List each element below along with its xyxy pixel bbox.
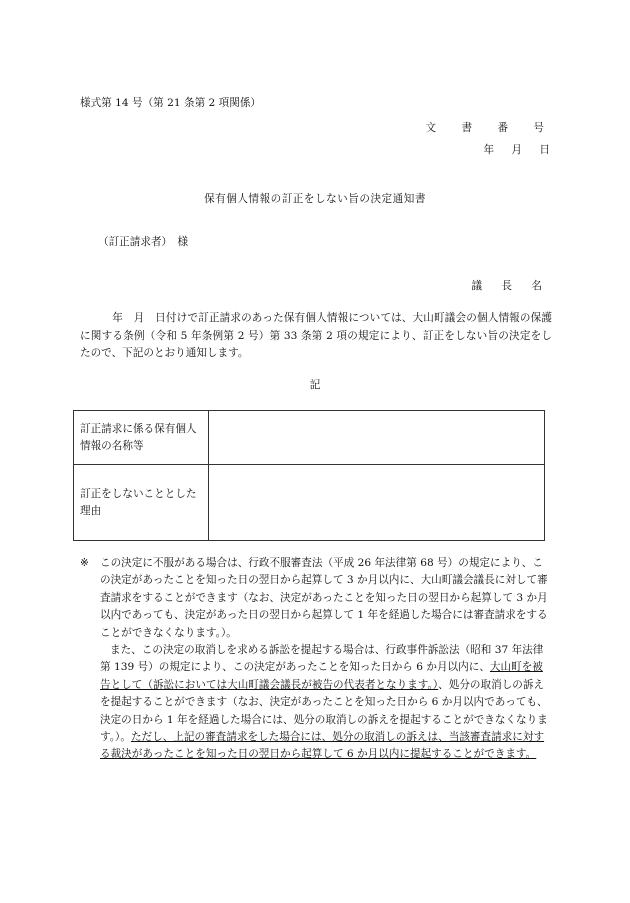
table-label-name: 訂正請求に係る保有個人情報の名称等 bbox=[74, 411, 209, 465]
note-lawsuit-text-d: ただし、上記の審査請求をした場合には、処分の取消しの訴えは、当該審査請求に対する裁決があったことを知った日の翌日から起算して 6 か月以内に提起することができます。 bbox=[100, 731, 545, 761]
document-number-label: 文 書 番 号 bbox=[425, 122, 550, 134]
note-lawsuit-text-a: また、この決定の取消しを求める訴訟を提起する場合は、行政事件訴訟法（昭和 37 年法律第 139 号）の規定により、この決定があったことを知った日から 6 か月以内に、 bbox=[100, 644, 544, 674]
note-appeal bbox=[80, 555, 552, 642]
sender-name: 議 長 名 bbox=[471, 280, 550, 292]
form-number: 様式第 14 号（第 21 条第 2 項関係） bbox=[80, 97, 262, 109]
note-appeal-text: この決定に不服がある場合は、行政不服審査法（平成 26 年法律第 68 号）の規定により、この決定があったことを知った日の翌日から起算して 3 か月以内に、大山町議会議長に対して審査請求をすることができます（なお、決定があったことを知った日の翌日から起算して 3 か月以内であっても、決定があった日の翌日から起算して 1 年を経過した場合には審査請求をすることができなくなります。）。 bbox=[100, 557, 548, 639]
addressee: （訂正請求者） 様 bbox=[98, 236, 189, 248]
body-paragraph: 年 月 日付けで訂正請求のあった保有個人情報については、大山町議会の個人情報の保護に関する条例（令和 5 年条例第 2 号）第 33 条第 2 項の規定により、訂正をしない旨の決定をしたので、下記のとおり通知します。 bbox=[80, 312, 552, 359]
date-label: 年 月 日 bbox=[483, 144, 550, 156]
table-label-reason: 訂正をしないこととした理由 bbox=[74, 465, 209, 541]
notes-section bbox=[80, 555, 552, 764]
note-lawsuit-text-c: 、処分の取消しの訴えを提起することができます（なお、決定があったことを知った日から 6 か月以内であっても、決定の日から 1 年を経過した場合には、処分の取消しの訴えを提起することができなくなります。）。 bbox=[100, 678, 548, 744]
document-title: 保有個人情報の訂正をしない旨の決定通知書 bbox=[204, 193, 426, 205]
table-row bbox=[74, 465, 545, 541]
note-lawsuit-text-b: 大山町を被告として（訴訟においては大山町議会議長が被告の代表者となります。） bbox=[100, 661, 543, 691]
ki-heading: 記 bbox=[309, 379, 321, 391]
info-table bbox=[73, 410, 545, 541]
note-mark: ※ bbox=[80, 557, 89, 569]
table-value-reason bbox=[209, 465, 545, 541]
table-row bbox=[74, 411, 545, 465]
table-value-name bbox=[209, 411, 545, 465]
note-lawsuit bbox=[80, 642, 552, 764]
